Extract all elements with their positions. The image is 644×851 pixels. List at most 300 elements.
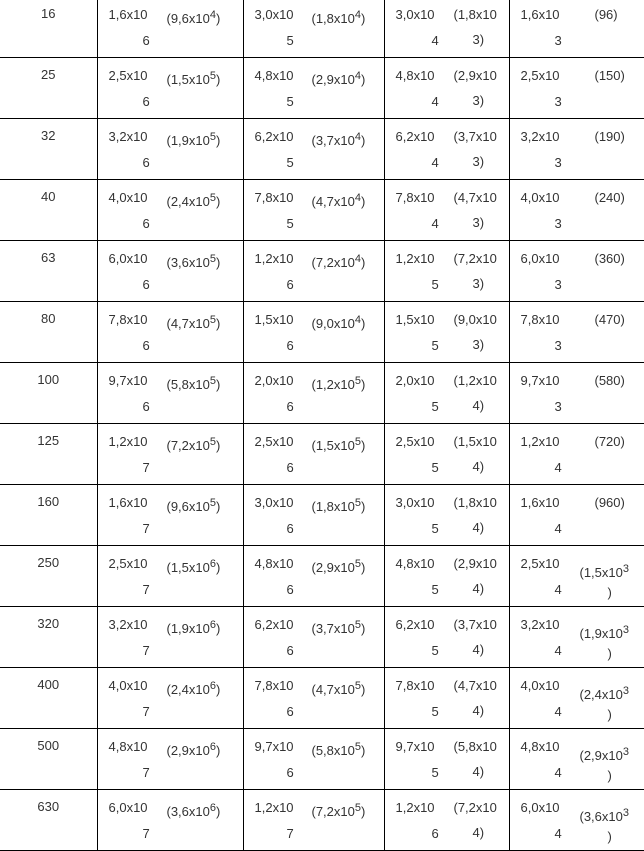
paren-exponent: 4 <box>355 131 361 143</box>
paren-close: ) <box>216 499 220 514</box>
exponent: 6 <box>287 461 294 475</box>
exponent: 7 <box>143 766 150 780</box>
paren-close: ) <box>361 377 365 392</box>
table-row <box>0 363 644 424</box>
paren-mantissa: (7,2x10 <box>454 800 497 816</box>
mantissa: 1,6x10 <box>109 495 148 511</box>
value-cell-d <box>509 607 644 668</box>
paren-exponent: 5 <box>210 436 216 448</box>
paren-mantissa: (2,9x10 <box>580 748 623 763</box>
mantissa: 4,0x10 <box>109 678 148 694</box>
paren-mantissa: (5,8x10 <box>312 743 355 758</box>
value-cell-c <box>384 607 509 668</box>
exponent: 6 <box>143 217 150 231</box>
value-cell-d <box>509 485 644 546</box>
paren-mantissa: (2,9x10 <box>312 560 355 575</box>
row-number-cell <box>0 790 97 851</box>
value-cell-c-content <box>385 0 509 57</box>
paren-close: ) <box>361 438 365 453</box>
paren-exponent: 5 <box>210 375 216 387</box>
table-row <box>0 180 644 241</box>
paren-close: ) <box>361 255 365 270</box>
paren-mantissa: (9,6x10 <box>167 11 210 26</box>
parenthetical-value <box>167 316 221 332</box>
mantissa: 6,0x10 <box>109 800 148 816</box>
value-cell-c-content <box>385 424 509 484</box>
value-cell-b-content <box>244 363 384 423</box>
exponent: 6 <box>432 827 439 841</box>
value-cell-d <box>509 424 644 485</box>
table-row <box>0 546 644 607</box>
row-number: 63 <box>0 241 97 265</box>
parenthetical-value <box>312 133 366 149</box>
parenthetical-value <box>312 316 366 332</box>
value-cell-d <box>509 302 644 363</box>
paren-close: ) <box>216 743 220 758</box>
mantissa: 7,8x10 <box>255 678 294 694</box>
exponent: 7 <box>143 705 150 719</box>
mantissa: 7,8x10 <box>255 190 294 206</box>
table-row <box>0 668 644 729</box>
parenthetical-value <box>312 377 366 393</box>
value-cell-a-content <box>98 0 243 57</box>
paren-mantissa: (4,7x10 <box>454 190 497 206</box>
value-cell-b-content <box>244 241 384 301</box>
mantissa: 2,5x10 <box>396 434 435 450</box>
row-number-cell <box>0 485 97 546</box>
mantissa: 1,2x10 <box>255 251 294 267</box>
paren-exponent: 3) <box>473 276 485 292</box>
parenthetical-value <box>312 621 366 637</box>
value-cell-a <box>97 180 243 241</box>
exponent: 6 <box>143 339 150 353</box>
row-number-cell <box>0 0 97 58</box>
value-cell-b-content <box>244 790 384 850</box>
value-cell-d-content <box>510 485 644 545</box>
parenthetical-value <box>312 804 366 820</box>
value-cell-a-content <box>98 180 243 240</box>
mantissa: 4,8x10 <box>109 739 148 755</box>
paren-mantissa: (4,7x10 <box>454 678 497 694</box>
value-cell-c-content <box>385 485 509 545</box>
value-cell-c <box>384 485 509 546</box>
row-number-cell <box>0 668 97 729</box>
parenthetical-value <box>167 743 221 759</box>
parenthetical-value <box>580 565 630 581</box>
mantissa: 4,8x10 <box>521 739 560 755</box>
paren-exponent: 5 <box>355 558 361 570</box>
paren-exponent: 4) <box>473 642 485 658</box>
exponent: 6 <box>287 400 294 414</box>
paren-exponent: 3) <box>473 32 485 48</box>
mantissa: 2,5x10 <box>109 556 148 572</box>
paren-mantissa: (9,0x10 <box>312 316 355 331</box>
mantissa: 6,2x10 <box>255 617 294 633</box>
row-number: 16 <box>0 0 97 21</box>
paren-exponent: 4 <box>355 314 361 326</box>
exponent: 5 <box>432 644 439 658</box>
value-cell-c-content <box>385 668 509 728</box>
paren-close: ) <box>361 804 365 819</box>
paren-mantissa: (1,9x10 <box>167 133 210 148</box>
paren-mantissa: (1,9x10 <box>580 626 623 641</box>
row-number: 80 <box>0 302 97 326</box>
value-cell-a <box>97 546 243 607</box>
value-cell-c <box>384 424 509 485</box>
value-cell-b <box>243 424 384 485</box>
value-cell-b-content <box>244 546 384 606</box>
row-number: 250 <box>0 546 97 570</box>
paren-exponent: 5 <box>355 802 361 814</box>
value-cell-c <box>384 729 509 790</box>
paren-exponent: 5 <box>210 253 216 265</box>
mantissa: 6,2x10 <box>396 129 435 145</box>
value-cell-d-content <box>510 424 644 484</box>
paren-close: ) <box>216 133 220 148</box>
paren-exponent: 4) <box>473 520 485 536</box>
mantissa: 2,5x10 <box>255 434 294 450</box>
exponent: 3 <box>555 34 562 48</box>
table-row <box>0 607 644 668</box>
value-cell-c-content <box>385 119 509 179</box>
value-cell-a-content <box>98 668 243 728</box>
exponent: 7 <box>143 522 150 536</box>
mantissa: 9,7x10 <box>521 373 560 389</box>
paren-mantissa: (1,8x10 <box>454 7 497 23</box>
value-cell-b <box>243 180 384 241</box>
exponent: 6 <box>287 583 294 597</box>
row-number-cell <box>0 58 97 119</box>
paren-exponent: 6 <box>210 680 216 692</box>
paren-exponent: 5 <box>210 192 216 204</box>
value-cell-b-content <box>244 729 384 789</box>
mantissa: 6,0x10 <box>109 251 148 267</box>
exponent: 4 <box>432 95 439 109</box>
paren-mantissa: (2,4x10 <box>580 687 623 702</box>
paren-close: ) <box>216 682 220 697</box>
row-number: 500 <box>0 729 97 753</box>
exponent: 4 <box>555 522 562 536</box>
mantissa: 6,0x10 <box>521 800 560 816</box>
mantissa: 1,2x10 <box>396 800 435 816</box>
paren-exponent: 4) <box>473 459 485 475</box>
exponent: 4 <box>432 156 439 170</box>
paren-exponent: 4 <box>355 70 361 82</box>
value-cell-d-content <box>510 302 644 362</box>
exponent: 6 <box>143 278 150 292</box>
paren-mantissa: (1,8x10 <box>312 11 355 26</box>
parenthetical-value <box>312 194 366 210</box>
paren-mantissa: (4,7x10 <box>312 682 355 697</box>
value-cell-d-content <box>510 58 644 118</box>
table-row <box>0 302 644 363</box>
paren-close: ) <box>216 804 220 819</box>
exponent: 3 <box>555 95 562 109</box>
value-cell-b-content <box>244 119 384 179</box>
value-cell-a <box>97 241 243 302</box>
value-cell-d <box>509 546 644 607</box>
mantissa: 2,5x10 <box>521 556 560 572</box>
paren-exponent: 4) <box>473 398 485 414</box>
parenthetical-value <box>312 72 366 88</box>
paren-exponent: 4 <box>210 9 216 21</box>
mantissa: 1,2x10 <box>109 434 148 450</box>
exponent: 5 <box>432 705 439 719</box>
exponent: 5 <box>432 400 439 414</box>
row-number: 630 <box>0 790 97 814</box>
row-number-cell <box>0 546 97 607</box>
value-cell-c <box>384 302 509 363</box>
paren-close: ) <box>216 377 220 392</box>
value-cell-b-content <box>244 180 384 240</box>
paren-mantissa: (7,2x10 <box>312 255 355 270</box>
parenthetical-value <box>312 560 366 576</box>
mantissa: 7,8x10 <box>396 678 435 694</box>
value-cell-b <box>243 668 384 729</box>
value-cell-b-content <box>244 424 384 484</box>
exponent: 6 <box>287 522 294 536</box>
value-cell-a-content <box>98 241 243 301</box>
row-number-cell <box>0 180 97 241</box>
mantissa: 9,7x10 <box>396 739 435 755</box>
exponent: 5 <box>432 461 439 475</box>
table-row <box>0 241 644 302</box>
paren-mantissa: (5,8x10 <box>167 377 210 392</box>
paren-exponent: 5 <box>210 314 216 326</box>
parenthetical-value: (96) <box>595 7 618 23</box>
paren-close: ) <box>216 560 220 575</box>
row-number: 40 <box>0 180 97 204</box>
mantissa: 6,2x10 <box>255 129 294 145</box>
value-cell-d-content <box>510 546 644 606</box>
paren-mantissa: (3,6x10 <box>167 255 210 270</box>
parenthetical-value: (720) <box>595 434 625 450</box>
parenthetical-value <box>312 255 366 271</box>
value-cell-c-content <box>385 363 509 423</box>
value-cell-a <box>97 363 243 424</box>
paren-mantissa: (1,8x10 <box>454 495 497 511</box>
table-row <box>0 119 644 180</box>
parenthetical-value: (960) <box>595 495 625 511</box>
paren-mantissa: (4,7x10 <box>167 316 210 331</box>
mantissa: 2,5x10 <box>109 68 148 84</box>
paren-exponent: 5 <box>210 70 216 82</box>
paren-exponent: 3) <box>473 154 485 170</box>
parenthetical-value: (150) <box>595 68 625 84</box>
exponent: 3 <box>555 339 562 353</box>
value-cell-c <box>384 58 509 119</box>
parenthetical-value <box>167 11 221 27</box>
paren-mantissa: (3,6x10 <box>580 809 623 824</box>
value-cell-b-content <box>244 302 384 362</box>
paren-mantissa: (2,9x10 <box>167 743 210 758</box>
mantissa: 3,2x10 <box>521 129 560 145</box>
value-cell-c <box>384 546 509 607</box>
value-cell-a <box>97 607 243 668</box>
value-cell-d <box>509 668 644 729</box>
exponent: 6 <box>287 278 294 292</box>
mantissa: 7,8x10 <box>396 190 435 206</box>
paren-mantissa: (1,2x10 <box>454 373 497 389</box>
paren-exponent: 3) <box>473 215 485 231</box>
row-number: 160 <box>0 485 97 509</box>
value-cell-a-content <box>98 790 243 850</box>
value-cell-c <box>384 363 509 424</box>
mantissa: 1,2x10 <box>396 251 435 267</box>
row-number-cell <box>0 241 97 302</box>
parenthetical-value <box>167 255 221 271</box>
exponent: 4 <box>555 461 562 475</box>
exponent: 4 <box>555 766 562 780</box>
mantissa: 6,0x10 <box>521 251 560 267</box>
exponent: 5 <box>287 156 294 170</box>
paren-exponent: 3 <box>623 807 629 819</box>
value-cell-d <box>509 241 644 302</box>
value-cell-d <box>509 0 644 58</box>
mantissa: 3,2x10 <box>109 129 148 145</box>
exponent: 5 <box>432 583 439 597</box>
exponent: 7 <box>287 827 294 841</box>
parenthetical-value <box>167 438 221 454</box>
parenthetical-value <box>580 626 630 642</box>
paren-mantissa: (2,4x10 <box>167 682 210 697</box>
value-cell-d-content <box>510 668 644 728</box>
paren-mantissa: (5,8x10 <box>454 739 497 755</box>
mantissa: 9,7x10 <box>109 373 148 389</box>
mantissa: 3,0x10 <box>255 7 294 23</box>
value-cell-a <box>97 790 243 851</box>
value-cell-d-content <box>510 363 644 423</box>
row-number-cell <box>0 363 97 424</box>
exponent: 6 <box>287 339 294 353</box>
exponent: 7 <box>143 461 150 475</box>
parenthetical-value: (240) <box>595 190 625 206</box>
value-cell-b-content <box>244 668 384 728</box>
paren-mantissa: (1,5x10 <box>312 438 355 453</box>
paren-close: ) <box>216 621 220 636</box>
value-cell-c-content <box>385 241 509 301</box>
value-cell-c <box>384 0 509 58</box>
exponent: 6 <box>143 400 150 414</box>
paren-close: ) <box>361 621 365 636</box>
exponent: 4 <box>432 217 439 231</box>
paren-exponent: 4) <box>473 581 485 597</box>
mantissa: 4,8x10 <box>255 556 294 572</box>
paren-exponent: 5 <box>355 497 361 509</box>
paren-exponent: 3 <box>623 624 629 636</box>
exponent: 5 <box>432 278 439 292</box>
value-cell-c-content <box>385 729 509 789</box>
value-cell-c-content <box>385 546 509 606</box>
paren-exponent: 5 <box>355 680 361 692</box>
value-cell-a <box>97 0 243 58</box>
value-cell-d <box>509 119 644 180</box>
table-row <box>0 790 644 851</box>
paren-close: ) <box>216 255 220 270</box>
mantissa: 4,8x10 <box>396 556 435 572</box>
mantissa: 2,0x10 <box>255 373 294 389</box>
value-cell-d-content <box>510 790 644 850</box>
exponent: 6 <box>143 95 150 109</box>
value-cell-b <box>243 607 384 668</box>
value-cell-a <box>97 729 243 790</box>
exponent: 3 <box>555 278 562 292</box>
paren-close: ) <box>216 11 220 26</box>
paren-mantissa: (1,5x10 <box>167 72 210 87</box>
paren-close: ) <box>216 438 220 453</box>
value-cell-a-content <box>98 546 243 606</box>
table-row <box>0 424 644 485</box>
table-row <box>0 485 644 546</box>
mantissa: 3,0x10 <box>396 7 435 23</box>
value-cell-a-content <box>98 424 243 484</box>
value-cell-d-content <box>510 180 644 240</box>
row-number: 400 <box>0 668 97 692</box>
parenthetical-value <box>167 682 221 698</box>
paren-close: ) <box>361 11 365 26</box>
value-cell-c-content <box>385 302 509 362</box>
exponent: 5 <box>432 766 439 780</box>
value-cell-a <box>97 668 243 729</box>
mantissa: 4,0x10 <box>521 190 560 206</box>
paren-mantissa: (2,4x10 <box>167 194 210 209</box>
exponent: 5 <box>287 95 294 109</box>
value-cell-d-content <box>510 119 644 179</box>
parenthetical-value <box>580 748 630 764</box>
paren-exponent: 4 <box>355 9 361 21</box>
mantissa: 3,2x10 <box>109 617 148 633</box>
value-cell-b <box>243 790 384 851</box>
value-cell-d-content <box>510 607 644 667</box>
mantissa: 1,5x10 <box>255 312 294 328</box>
table-row <box>0 58 644 119</box>
paren-exponent: 4 <box>355 253 361 265</box>
parenthetical-value: (580) <box>595 373 625 389</box>
paren-exponent: 5 <box>355 619 361 631</box>
mantissa: 1,6x10 <box>521 7 560 23</box>
value-cell-a <box>97 485 243 546</box>
value-cell-a <box>97 424 243 485</box>
value-cell-d <box>509 180 644 241</box>
value-cell-c <box>384 180 509 241</box>
paren-exponent: 6 <box>210 802 216 814</box>
parenthetical-value <box>312 499 366 515</box>
mantissa: 7,8x10 <box>109 312 148 328</box>
paren-mantissa: (1,8x10 <box>312 499 355 514</box>
paren-exponent: 3 <box>623 685 629 697</box>
paren-close: ) <box>361 499 365 514</box>
value-cell-c-content <box>385 58 509 118</box>
paren-exponent: 5 <box>210 497 216 509</box>
paren-mantissa: (7,2x10 <box>312 804 355 819</box>
mantissa: 1,2x10 <box>255 800 294 816</box>
value-cell-a-content <box>98 302 243 362</box>
mantissa: 4,0x10 <box>109 190 148 206</box>
paren-mantissa: (2,9x10 <box>454 68 497 84</box>
paren-close: ) <box>361 682 365 697</box>
value-cell-a-content <box>98 485 243 545</box>
mantissa: 1,5x10 <box>396 312 435 328</box>
value-cell-c-content <box>385 790 509 850</box>
paren-mantissa: (3,7x10 <box>312 621 355 636</box>
exponent: 4 <box>555 583 562 597</box>
paren-exponent: 5 <box>355 436 361 448</box>
mantissa: 4,8x10 <box>255 68 294 84</box>
paren-exponent: 4) <box>473 703 485 719</box>
paren-mantissa: (3,7x10 <box>454 617 497 633</box>
paren-close: ) <box>361 72 365 87</box>
paren-exponent: 4) <box>473 825 485 841</box>
